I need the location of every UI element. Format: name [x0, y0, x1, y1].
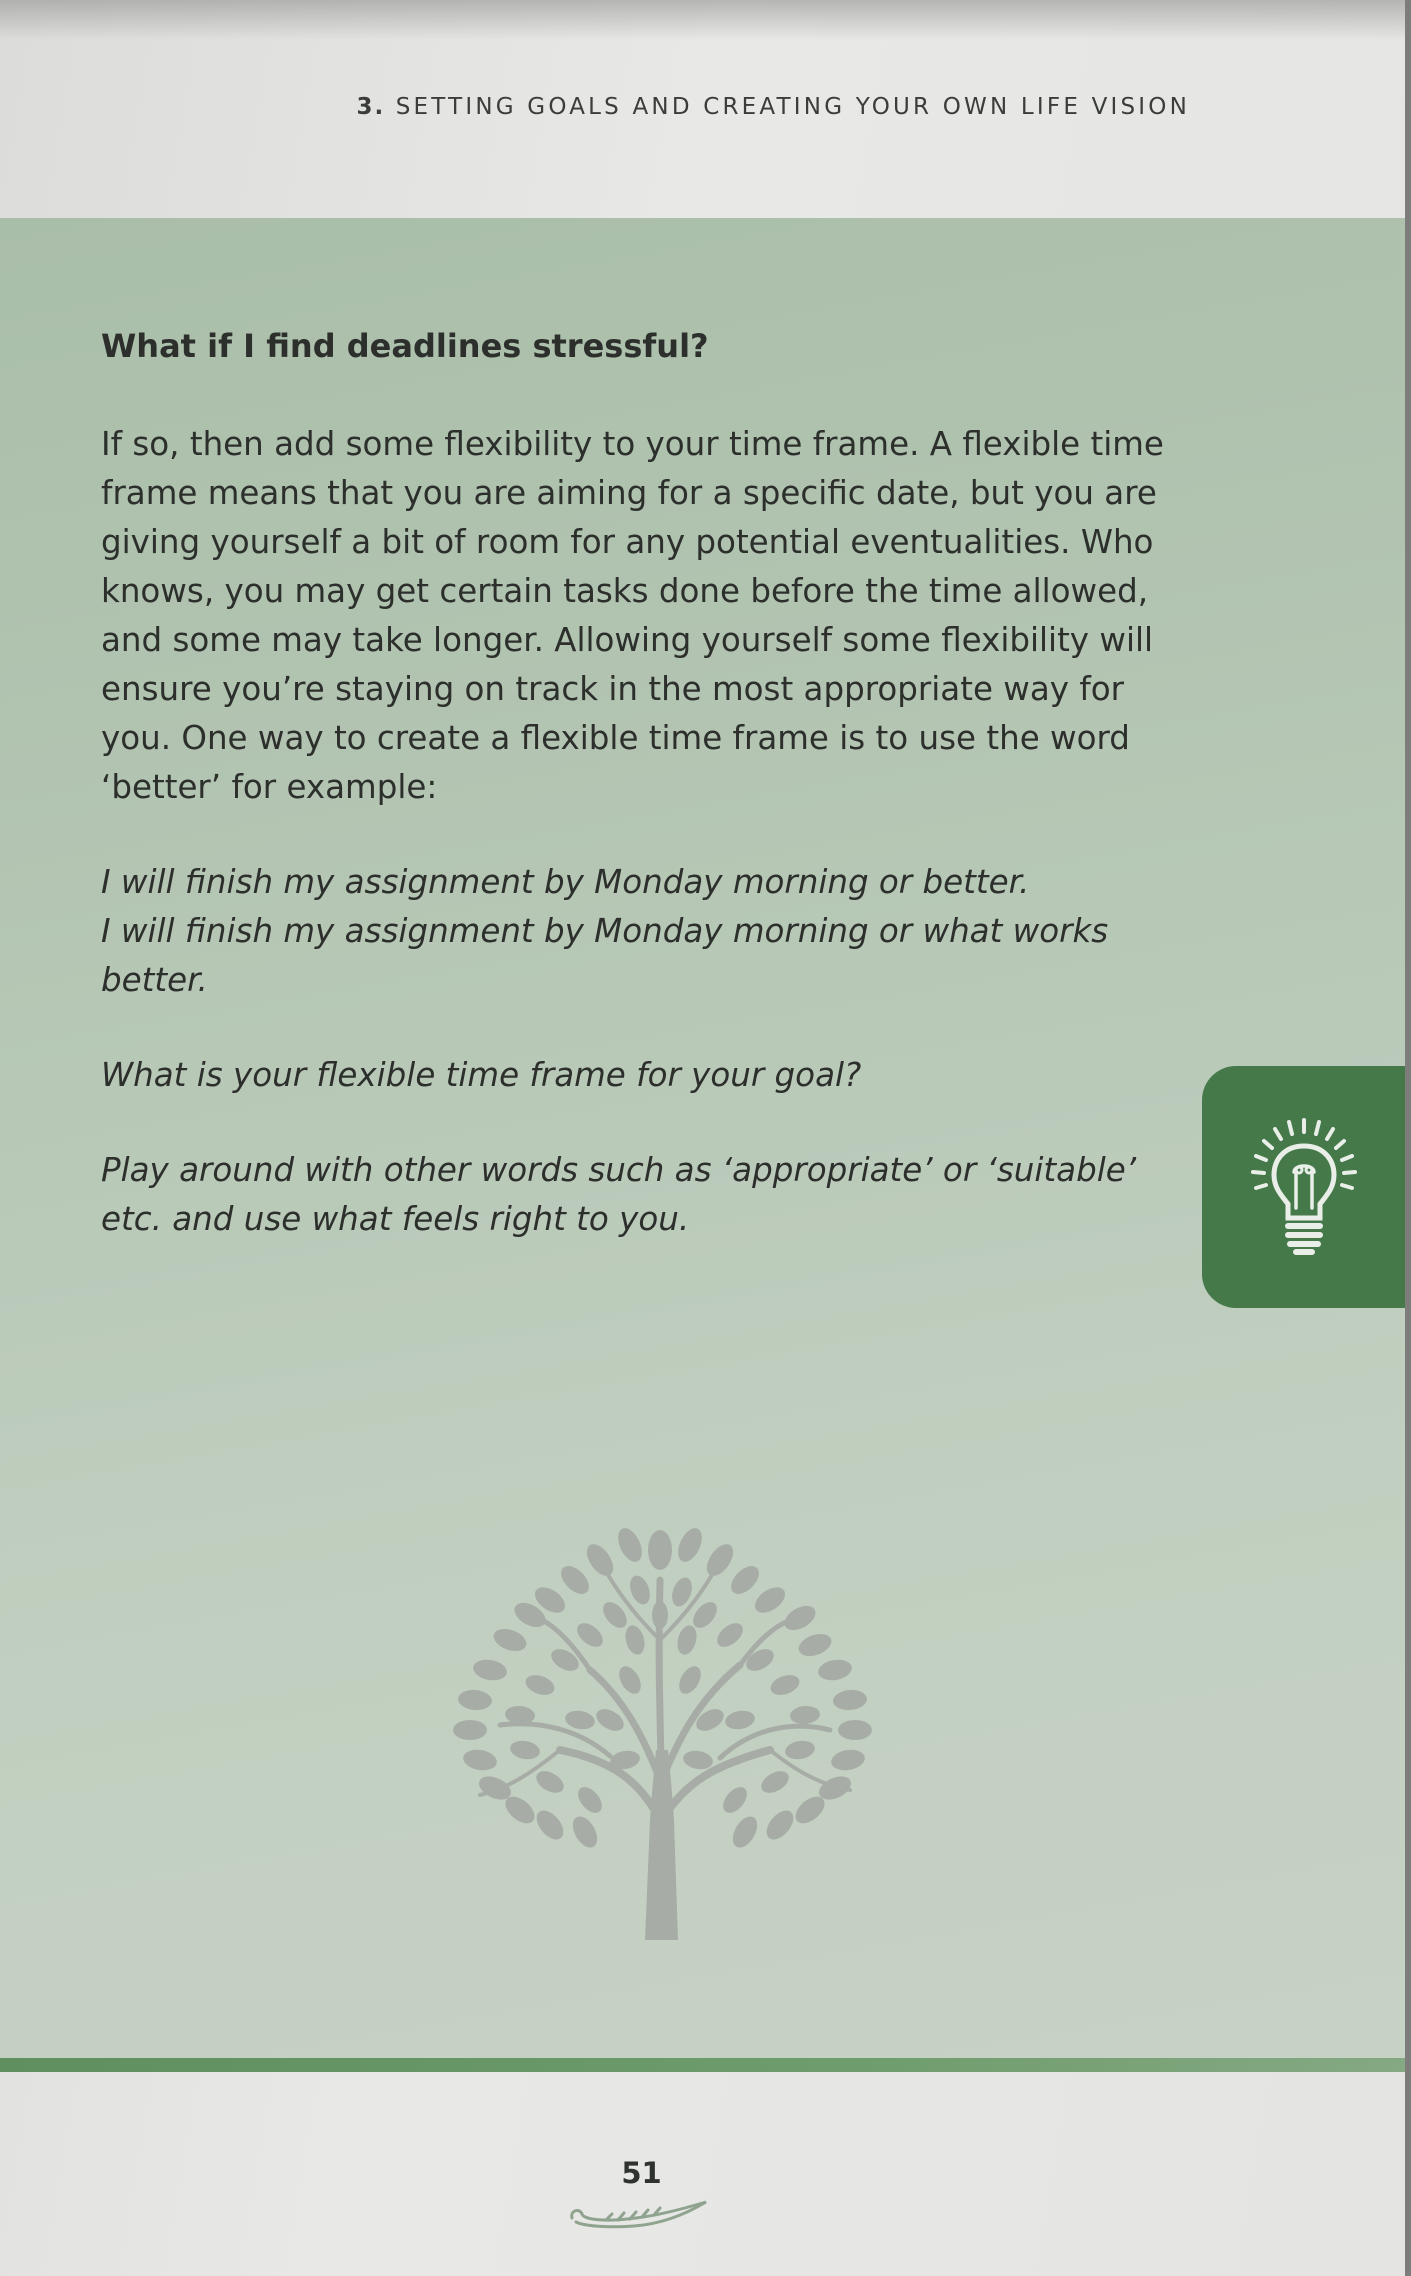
tree-illustration [440, 1520, 880, 1940]
examples-block [101, 858, 1181, 1005]
chapter-number: 3. [356, 94, 386, 120]
page-number: 51 [621, 2156, 662, 2190]
section-content [101, 318, 1181, 1290]
panel-bottom-bar [0, 2058, 1405, 2072]
running-head [0, 94, 1190, 120]
page-shadow [0, 0, 1405, 40]
body-paragraph: If so, then add some flexibility to your time frame. A flexible time frame means that you are aiming for a specific date, but you are giving yourself a bit of room for any potential eventualities. Who knows, you may get certain tasks done before the time allowed, and some may take longer. Allowing yourself some flexibility will ensure you’re staying on track in the most appropriate way for you. One way to create a flexible time frame is to use the word ‘better’ for example: [101, 425, 1164, 806]
page-edge [1405, 0, 1411, 2276]
tip-text: Play around with other words such as ‘appropriate’ or ‘suitable’ etc. and use what feels right to you. [101, 1151, 1137, 1238]
page-ornament-icon [566, 2196, 710, 2230]
example-line-2: I will finish my assignment by Monday morning or what works better. [101, 912, 1109, 999]
example-line-1: I will finish my assignment by Monday morning or better. [101, 863, 1030, 901]
lightbulb-icon [1244, 1112, 1364, 1262]
section-heading: What if I find deadlines stressful? [101, 327, 709, 365]
tip-tab [1202, 1066, 1405, 1308]
chapter-title: SETTING GOALS AND CREATING YOUR OWN LIFE VISION [395, 94, 1190, 120]
question-text: What is your flexible time frame for your goal? [101, 1056, 862, 1094]
